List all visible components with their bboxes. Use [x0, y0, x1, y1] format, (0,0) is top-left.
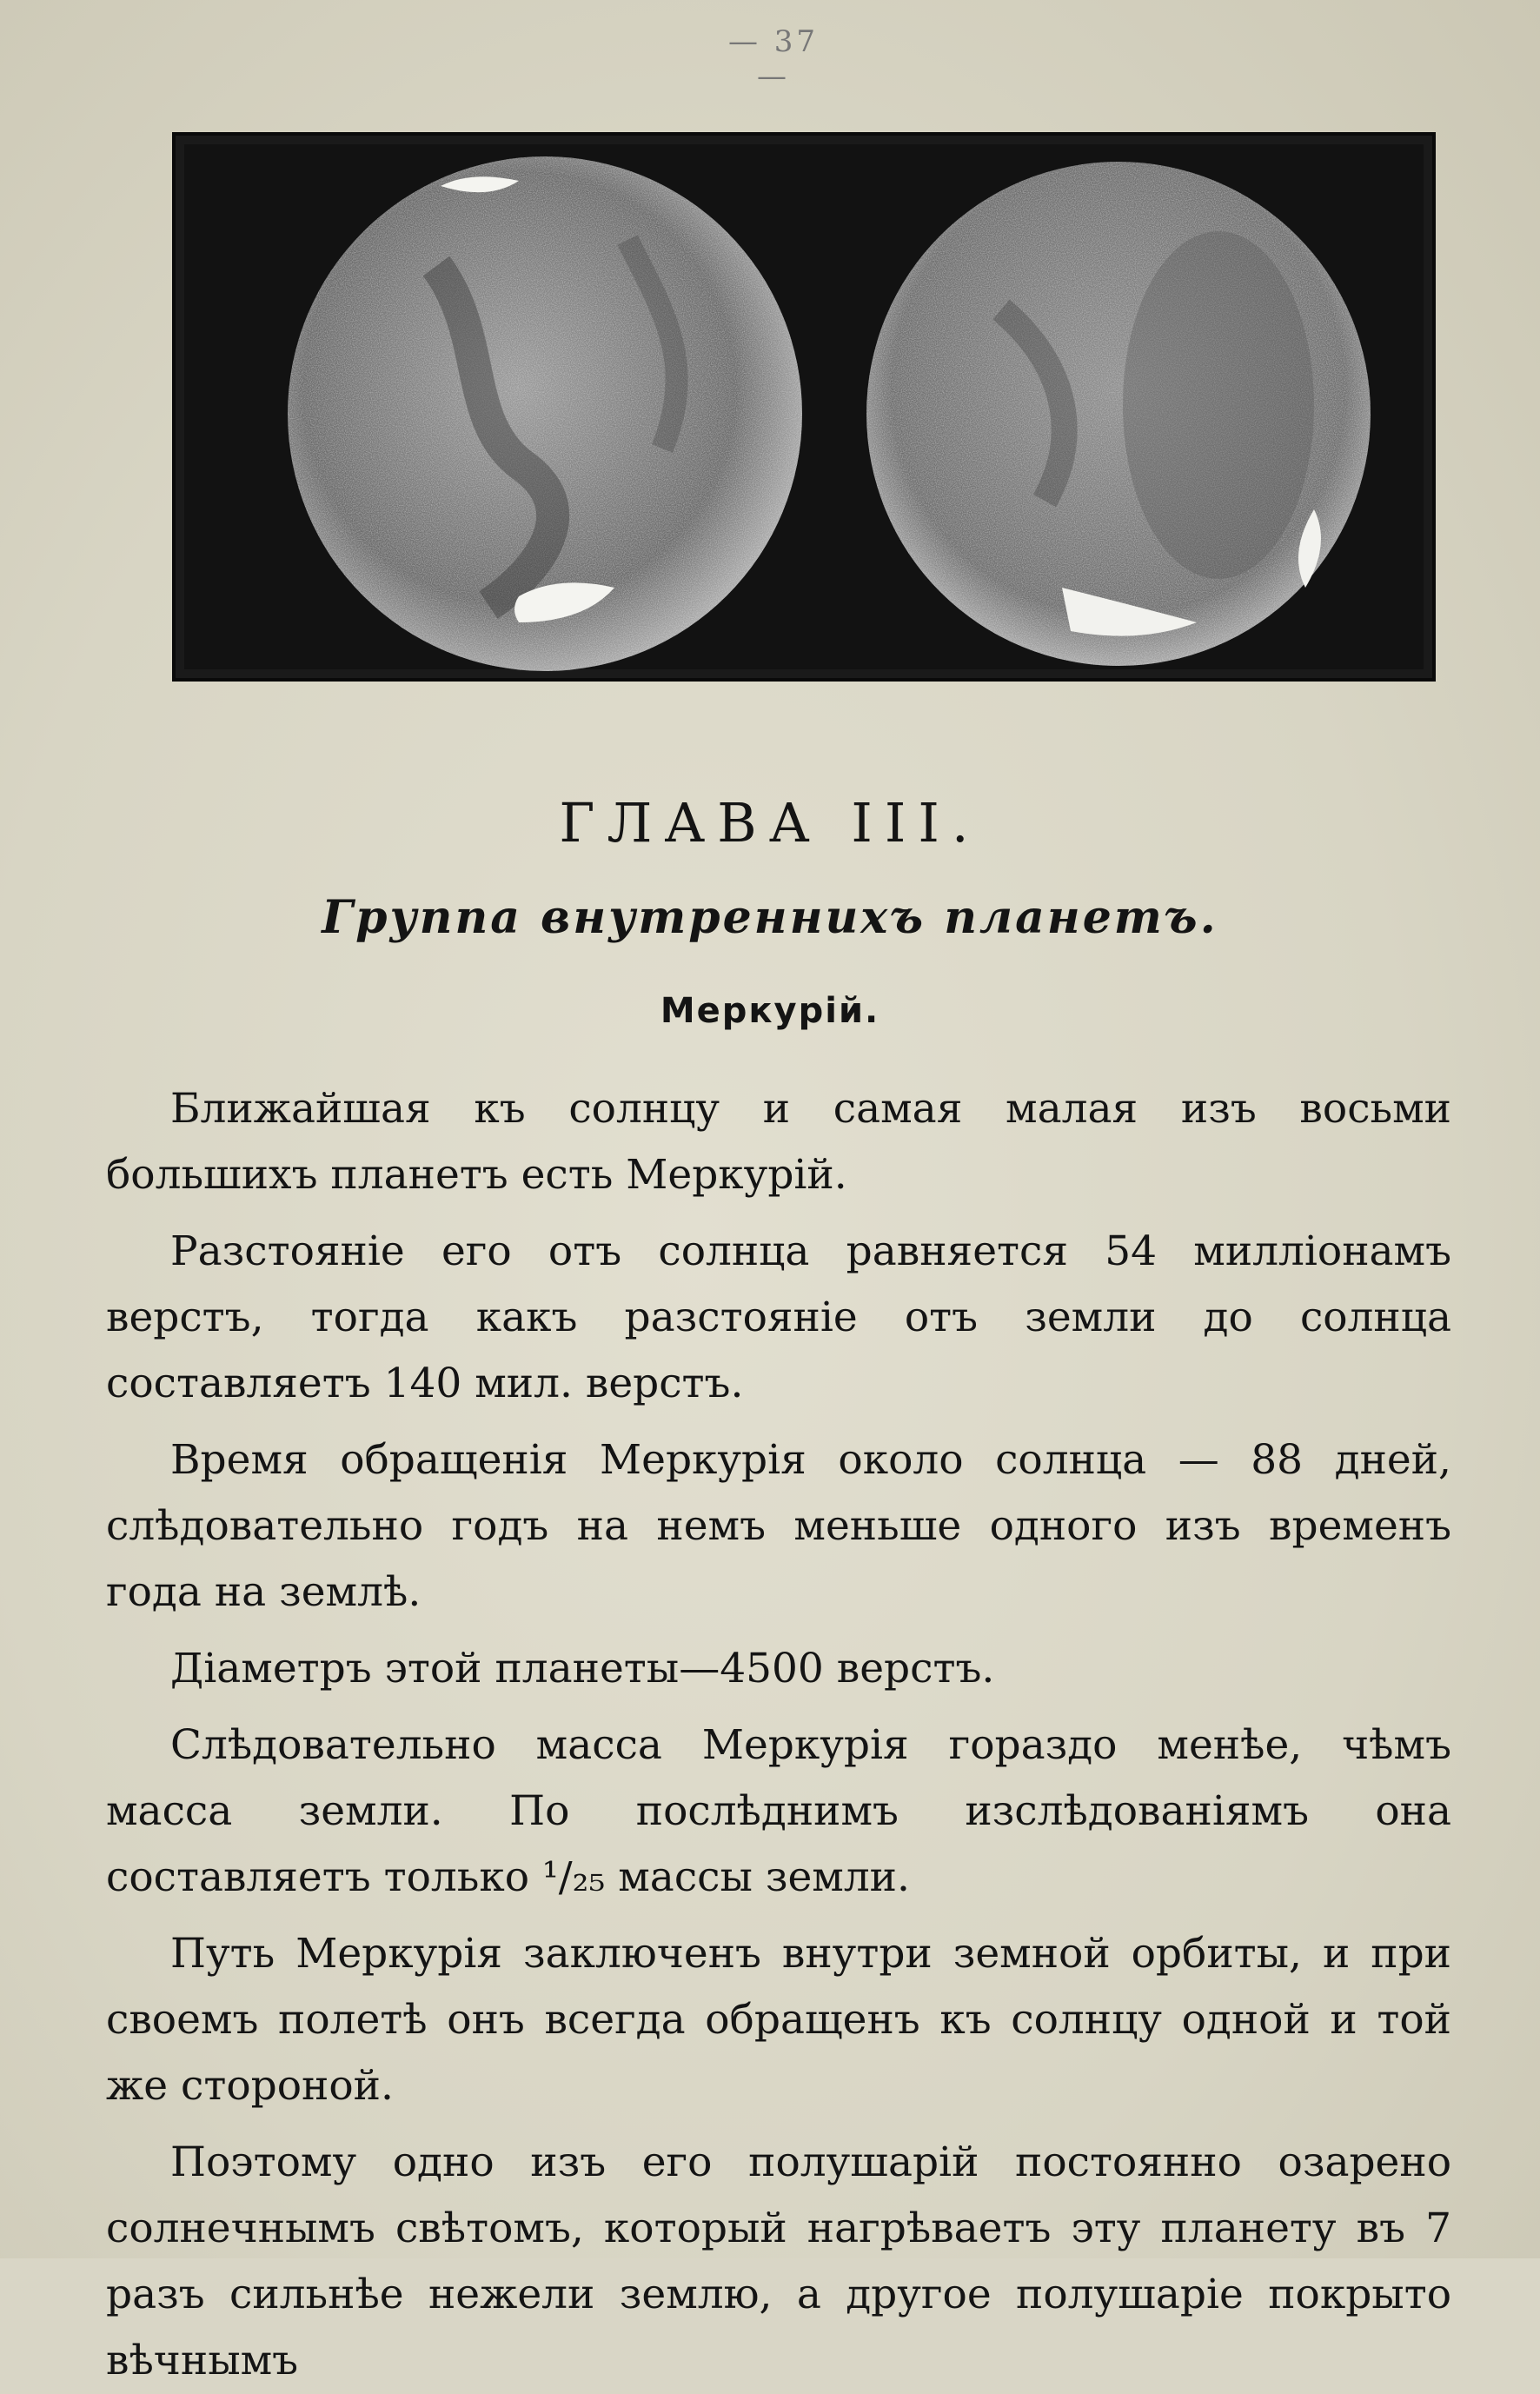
mercury-illustration	[172, 132, 1436, 682]
chapter-subtitle: Группа внутреннихъ планетъ.	[322, 891, 1218, 944]
chapter-title: ГЛАВА III.	[559, 791, 981, 855]
bleed-through	[96, 695, 109, 740]
planet-disc-right	[866, 162, 1371, 666]
section-heading: Меркурій.	[660, 991, 880, 1031]
paragraph: Діаметръ этой планеты—4500 верстъ.	[170, 1645, 995, 1692]
paragraph: Слѣдовательно масса Меркурія гораздо менѣе, чѣмъ масса земли. По послѣднимъ изслѣдованіямъ она составляетъ только ¹/₂₅ массы земли.	[106, 1721, 1451, 1901]
page-number: — 37 —	[727, 24, 820, 94]
paragraph: Разстояніе его отъ солнца равняется 54 милліонамъ верстъ, тогда какъ разстояніе отъ земли до солнца составляетъ 140 мил. верстъ.	[106, 1227, 1451, 1407]
body-text	[106, 1076, 1451, 2394]
paragraph: Поэтому одно изъ его полушарій постоянно озарено солнечнымъ свѣтомъ, который нагрѣваетъ эту планету въ 7 разъ сильнѣе нежели землю, а другое полушаріе покрыто вѣчнымъ	[106, 2138, 1451, 2384]
paragraph: Ближайшая къ солнцу и самая малая изъ восьми большихъ планетъ есть Меркурій.	[106, 1085, 1451, 1199]
paragraph: Путь Меркурія заключенъ внутри земной орбиты, и при своемъ полетѣ онъ всегда обращенъ къ солнцу одной и той же стороной.	[106, 1930, 1451, 2110]
planet-disc-left	[288, 156, 802, 671]
paragraph: Время обращенія Меркурія около солнца — 88 дней, слѣдовательно годъ на немъ меньше одного изъ временъ года на землѣ.	[106, 1436, 1451, 1616]
planet-mercury-phases-icon	[176, 136, 1432, 678]
